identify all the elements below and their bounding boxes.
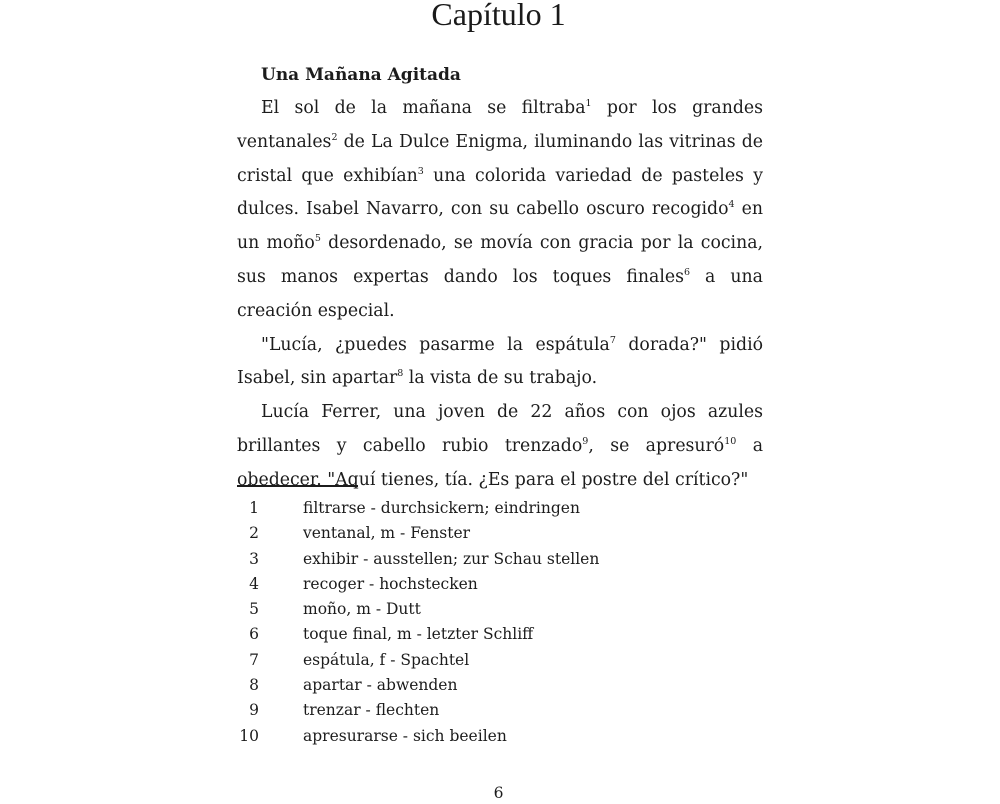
paragraph — [237, 329, 763, 397]
footnote-item — [237, 698, 697, 723]
footnote-item — [237, 622, 697, 647]
paragraph-text: El sol de la mañana se filtraba — [261, 98, 586, 118]
footnote-number: 10 — [239, 726, 259, 745]
footnote-marker: 8 — [397, 368, 404, 380]
body-text — [237, 92, 763, 498]
paragraph-text: , se apresuró — [588, 435, 725, 456]
footnote-item — [237, 521, 697, 546]
paragraph-text: a obedecer. "Aquí tienes, tía. ¿Es para el postre del crítico?" — [237, 435, 764, 490]
footnote-number: 7 — [249, 650, 259, 669]
footnote-marker: 10 — [724, 435, 737, 447]
section-heading: Una Mañana Agitada — [261, 65, 461, 85]
footnote-item — [237, 572, 697, 597]
footnote-text: apartar - abwenden — [303, 676, 458, 695]
footnote-item — [237, 724, 697, 749]
paragraph-text: una colorida variedad de pasteles y dulces. Isabel Navarro, con su cabello oscuro recogido — [237, 165, 763, 220]
footnote-text: exhibir - ausstellen; zur Schau stellen — [303, 549, 600, 568]
footnote-list — [237, 496, 697, 749]
footnote-number: 4 — [249, 574, 259, 593]
footnote-text: espátula, f - Spachtel — [303, 650, 470, 669]
footnote-text: apresurarse - sich beeilen — [303, 726, 507, 745]
page-number: 6 — [493, 784, 504, 802]
footnote-marker: 5 — [314, 233, 321, 245]
chapter-title: Capítulo 1 — [431, 0, 566, 32]
footnote-number: 3 — [249, 549, 259, 568]
footnote-number: 1 — [249, 499, 259, 517]
footnote-text: moño, m - Dutt — [303, 600, 421, 619]
paragraph-text: la vista de su trabajo. — [403, 368, 598, 389]
footnote-text: filtrarse - durchsickern; eindringen — [303, 499, 580, 517]
paragraph-text: de La Dulce Enigma, iluminando las vitrinas de cristal que exhibían — [237, 131, 763, 186]
footnote-marker: 4 — [728, 199, 735, 211]
footnote-number: 2 — [249, 524, 259, 543]
footnote-number: 6 — [249, 625, 259, 644]
paragraph — [237, 92, 763, 329]
paragraph-text: en un moño — [237, 199, 763, 254]
paragraph — [237, 396, 763, 497]
footnote-marker: 9 — [582, 435, 589, 447]
footnote-marker: 6 — [683, 266, 690, 278]
footnote-marker: 2 — [331, 131, 338, 143]
paragraph-text: desordenado, se movía con gracia por la cocina, sus manos expertas dando los toques finales — [237, 233, 763, 287]
paragraph-text: Lucía Ferrer, una joven de 22 años con ojos azules brillantes y cabello rubio trenzado — [237, 402, 763, 456]
footnote-marker: 1 — [585, 98, 592, 109]
paragraph-text: a una creación especial. — [237, 266, 763, 321]
footnote-item — [237, 673, 697, 698]
footnote-divider — [237, 485, 358, 487]
footnote-text: toque final, m - letzter Schliff — [303, 625, 534, 644]
footnote-item — [237, 597, 697, 622]
footnote-number: 9 — [249, 701, 259, 720]
paragraph-text: dorada?" pidió Isabel, sin apartar — [237, 334, 763, 389]
footnote-item — [237, 496, 697, 521]
footnote-item — [237, 648, 697, 673]
footnote-marker: 7 — [609, 334, 616, 346]
footnote-number: 8 — [249, 676, 259, 695]
paragraph-text: "Lucía, ¿puedes pasarme la espátula — [261, 334, 610, 355]
footnote-marker: 3 — [417, 165, 424, 177]
paragraph-text: por los grandes ventanales — [237, 98, 763, 152]
footnote-number: 5 — [249, 600, 259, 619]
footnote-text: trenzar - flechten — [303, 701, 440, 720]
footnote-text: recoger - hochstecken — [303, 574, 478, 593]
footnote-item — [237, 547, 697, 572]
footnote-text: ventanal, m - Fenster — [303, 524, 471, 543]
